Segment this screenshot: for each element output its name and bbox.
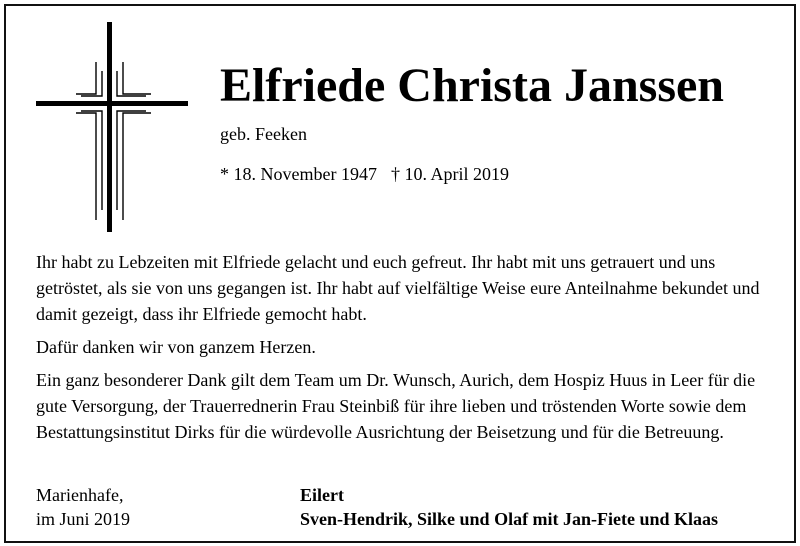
maiden-name: geb. Feeken [220, 124, 307, 144]
deceased-name: Elfriede Christa Janssen [220, 59, 724, 112]
signers [300, 483, 718, 531]
place-and-date [36, 483, 130, 531]
signer-line: Sven-Hendrik, Silke und Olaf mit Jan-Fiete und Klaas [300, 509, 719, 529]
life-dates [220, 163, 509, 185]
signer-line: Eilert [300, 485, 344, 505]
place: Marienhafe, [36, 485, 124, 505]
paragraph: Dafür danken wir von ganzem Herzen. [36, 337, 316, 357]
birth-date: * 18. November 1947 [220, 164, 377, 184]
paragraph: Ein ganz besonderer Dank gilt dem Team um Dr. Wunsch, Aurich, dem Hospiz Huus in Leer für die gute Versorgung, der Trauerrednerin Frau Steinbiß für ihre lieben und tröstenden Worte sowie dem Bestattungsinstitut Dirks für die würdevolle Ausrichtung der Beisetzung und für die Betreuung. [36, 370, 756, 442]
obituary-notice [4, 4, 796, 543]
thanks-text [36, 249, 780, 452]
date: im Juni 2019 [36, 509, 131, 529]
death-date: † 10. April 2019 [390, 164, 509, 184]
cross-icon [36, 22, 188, 232]
paragraph: Ihr habt zu Lebzeiten mit Elfriede gelacht und euch gefreut. Ihr habt mit uns getrauert und uns getröstet, als sie von uns gegangen ist. Ihr habt auf vielfältige Weise eure Anteilnahme bekundet und damit gezeigt, dass ihr Elfriede gemocht habt. [36, 252, 760, 324]
